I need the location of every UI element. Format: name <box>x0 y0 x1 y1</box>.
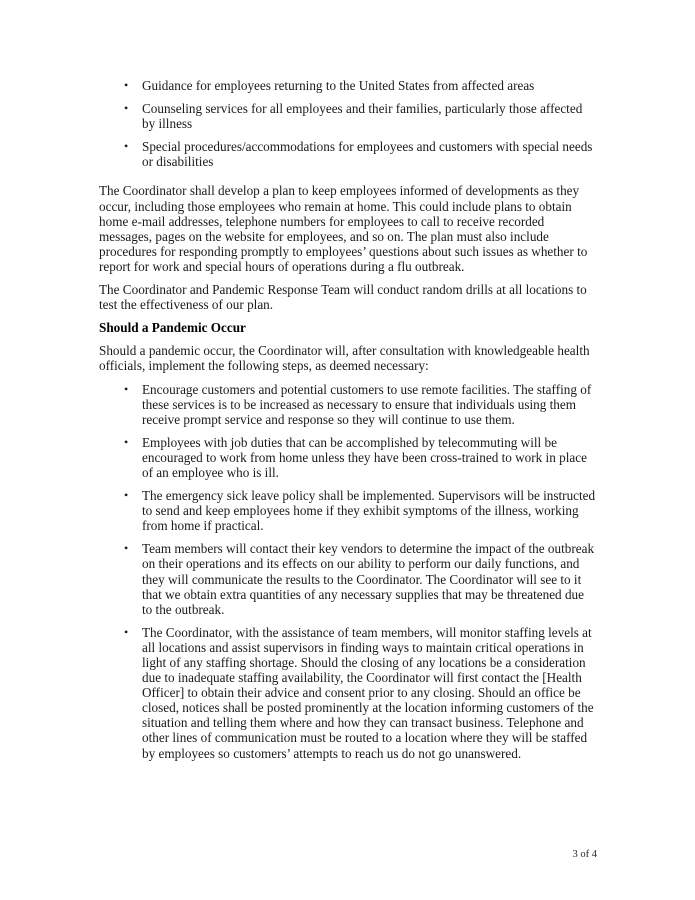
bullet-icon: • <box>124 624 129 639</box>
intro-bullet-list <box>99 78 597 169</box>
list-item-text: Guidance for employees returning to the United States from affected areas <box>142 78 535 93</box>
list-item-text: The Coordinator, with the assistance of team members, will monitor staffing levels at all locations and assist supervisors in finding ways to maintain critical operations in light of any staffing shortage. Should the closing of any locations be a consideration due to inadequate staffing availability, the Coordinator will first contact the [Health Officer] to obtain their advice and consent prior to any closing. Should an office be closed, notices shall be posted prominently at the location informing customers of the situation and telling them where and how they can transact business. Telephone and other lines of communication must be routed to a location where they will be staffed by employees so customers’ attempts to reach us do not go unanswered. <box>142 624 594 761</box>
list-item-text: Team members will contact their key vendors to determine the impact of the outbreak on their operations and its effects on our ability to perform our daily functions, and they will communicate the results to the Coordinator. The Coordinator will see to it that we obtain extra quantities of any necessary supplies that may be threatened due to the outbreak. <box>142 541 595 617</box>
list-item-text: Employees with job duties that can be accomplished by telecommuting will be encouraged to work from home unless they have been cross-trained to work in place of an employee who is ill. <box>142 434 587 480</box>
section-heading-should-a-pandemic-occur: Should a Pandemic Occur <box>99 320 246 336</box>
bullet-icon: • <box>124 139 129 154</box>
bullet-icon: • <box>124 101 129 116</box>
list-item-text: Encourage customers and potential customers to use remote facilities. The staffing of these services is to be increased as necessary to ensure that individuals using them receive prompt service and response so they will continue to use them. <box>142 381 592 427</box>
list-item-text: Special procedures/accommodations for employees and customers with special needs or disabilities <box>142 139 593 170</box>
list-item <box>99 625 597 761</box>
list-item-text: The emergency sick leave policy shall be implemented. Supervisors will be instructed to send and keep employees home if they exhibit symptoms of the illness, working from home if practical. <box>142 488 596 534</box>
bullet-icon: • <box>124 434 129 449</box>
page-footer-number: 3 of 4 <box>572 849 597 860</box>
list-item <box>99 382 597 427</box>
list-item <box>99 78 597 93</box>
bullet-icon: • <box>124 488 129 503</box>
list-item <box>99 488 597 533</box>
list-item <box>99 101 597 131</box>
list-item <box>99 435 597 480</box>
paragraph-pandemic-intro: Should a pandemic occur, the Coordinator will, after consultation with knowledgeable health officials, implement the following steps, as deemed necessary: <box>99 343 590 374</box>
pandemic-steps-bullet-list <box>99 382 597 761</box>
section-spacer <box>99 176 597 183</box>
paragraph-random-drills: The Coordinator and Pandemic Response Team will conduct random drills at all locations to test the effectiveness of our plan. <box>99 282 587 313</box>
page-content <box>99 78 597 768</box>
paragraph-coordinator-plan: The Coordinator shall develop a plan to keep employees informed of developments as they occur, including those employees who remain at home. This could include plans to obtain home e-mail addresses, telephone numbers for employees to call to receive recorded messages, pages on the website for employees, and so on. The plan must also include procedures for responding promptly to employees’ questions about such issues as whether to report for work and special hours of operations during a flu outbreak. <box>99 183 588 274</box>
list-item <box>99 541 597 616</box>
bullet-icon: • <box>124 381 129 396</box>
bullet-icon: • <box>124 541 129 556</box>
bullet-icon: • <box>124 78 129 92</box>
list-item-text: Counseling services for all employees and their families, particularly those affected by illness <box>142 101 583 132</box>
list-item <box>99 139 597 169</box>
